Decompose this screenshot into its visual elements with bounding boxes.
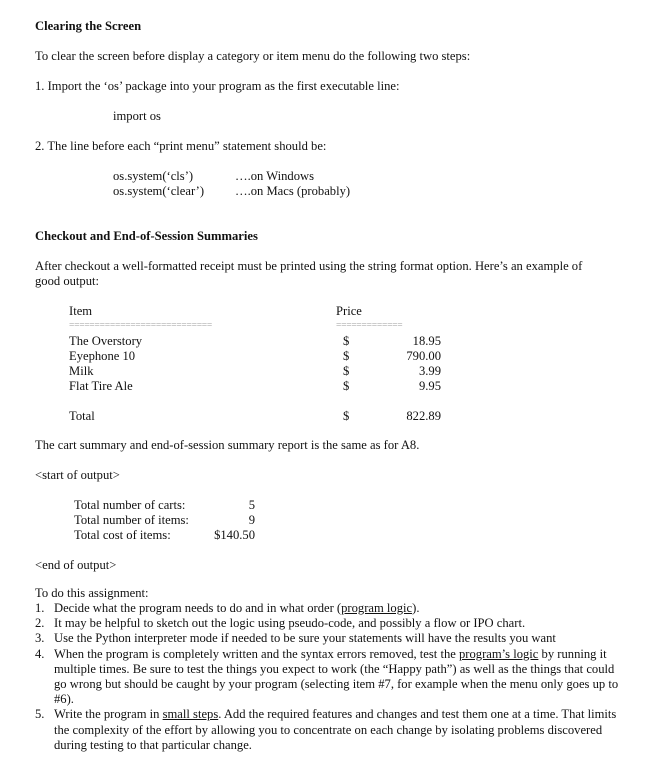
receipt-row-name: Flat Tire Ale — [69, 379, 133, 393]
code-cls-note: ….on Windows — [235, 169, 315, 183]
step-number: 5. — [35, 707, 45, 722]
receipt-row-currency: $ — [343, 379, 350, 393]
receipt-row-currency: $ — [343, 349, 350, 363]
receipt-row-amount: 18.95 — [412, 334, 441, 348]
step-number: 1. — [35, 601, 45, 615]
assignment-steps-list — [35, 601, 625, 753]
code-clear-note: ….on Macs (probably) — [235, 184, 351, 198]
step-text: When the program is completely written and the syntax errors removed, test the — [54, 646, 459, 661]
receipt-row-name: Milk — [69, 364, 94, 378]
summary-value: 9 — [248, 513, 255, 527]
receipt-rule-item: ============================ — [69, 321, 213, 331]
receipt-row-amount: 3.99 — [418, 364, 441, 378]
receipt-row-amount: 9.95 — [418, 379, 441, 393]
step-text: It may be helpful to sketch out the logic using pseudo-code, and possibly a flow or IPO chart. — [54, 616, 526, 631]
end-of-output-marker: <end of output> — [35, 558, 117, 572]
step-text: Write the program in — [54, 707, 163, 722]
program-logic-link: program logic — [341, 601, 413, 615]
receipt-row-currency: $ — [343, 364, 350, 378]
step-text: . Add the required features and changes and test them one at a time. That limits the complexity of the effort by allowing you to concentrate on each change by isolating problems discovered during testing to that particular change. — [54, 707, 617, 752]
step-text: Use the Python interpreter mode if needed to be sure your statements will have the results you want — [54, 631, 556, 646]
checkout-intro-line-2: good output: — [35, 274, 100, 288]
step-text: ). — [412, 601, 420, 615]
assignment-heading: To do this assignment: — [35, 586, 149, 600]
assignment-step — [35, 647, 625, 708]
step-number: 3. — [35, 631, 45, 646]
receipt-total-amount: 822.89 — [406, 409, 441, 423]
receipt-total-label: Total — [69, 409, 95, 423]
step-number: 4. — [35, 646, 45, 661]
step-text: by running it multiple times. Be sure to test the things you expect to work (the “Happy path”) as well as the things that could go wrong but should be caught by your program (selecting item #7, for example when the menu only goes up to #6). — [54, 646, 619, 707]
receipt-header-price: Price — [336, 304, 362, 318]
receipt-row-name: The Overstory — [69, 334, 143, 348]
receipt-row-currency: $ — [343, 334, 350, 348]
checkout-intro-line-1: After checkout a well-formatted receipt must be printed using the string format option. Here’s an example of — [35, 259, 583, 273]
start-of-output-marker: <start of output> — [35, 468, 120, 482]
summary-label: Total number of carts: — [74, 498, 186, 512]
summary-note: The cart summary and end-of-session summary report is the same as for A8. — [35, 438, 420, 452]
heading-clearing-screen: Clearing the Screen — [35, 19, 142, 33]
small-steps-link: small steps — [162, 707, 219, 722]
heading-checkout: Checkout and End-of-Session Summaries — [35, 229, 258, 243]
code-cls: os.system(‘cls’) — [113, 169, 194, 183]
assignment-step — [35, 601, 625, 616]
assignment-step — [35, 707, 625, 753]
summary-label: Total cost of items: — [74, 528, 171, 542]
assignment-step — [35, 631, 625, 646]
summary-value: 5 — [248, 498, 255, 512]
summary-value: $140.50 — [214, 528, 255, 542]
clearing-step-1: 1. Import the ‘os’ package into your program as the first executable line: — [35, 79, 400, 93]
summary-label: Total number of items: — [74, 513, 189, 527]
receipt-rule-price: ============= — [336, 321, 403, 331]
step-number: 2. — [35, 616, 45, 631]
import-os-code: import os — [113, 109, 161, 123]
receipt-total-currency: $ — [343, 409, 350, 423]
clearing-intro: To clear the screen before display a category or item menu do the following two steps: — [35, 49, 471, 63]
clearing-step-2: 2. The line before each “print menu” statement should be: — [35, 139, 327, 153]
programs-logic-link: program’s logic — [458, 646, 539, 661]
receipt-header-item: Item — [69, 304, 93, 318]
step-text: Decide what the program needs to do and in what order ( — [54, 601, 342, 615]
receipt-row-name: Eyephone 10 — [69, 349, 136, 363]
assignment-step — [35, 616, 625, 631]
receipt-row-amount: 790.00 — [406, 349, 441, 363]
code-clear: os.system(‘clear’) — [113, 184, 205, 198]
